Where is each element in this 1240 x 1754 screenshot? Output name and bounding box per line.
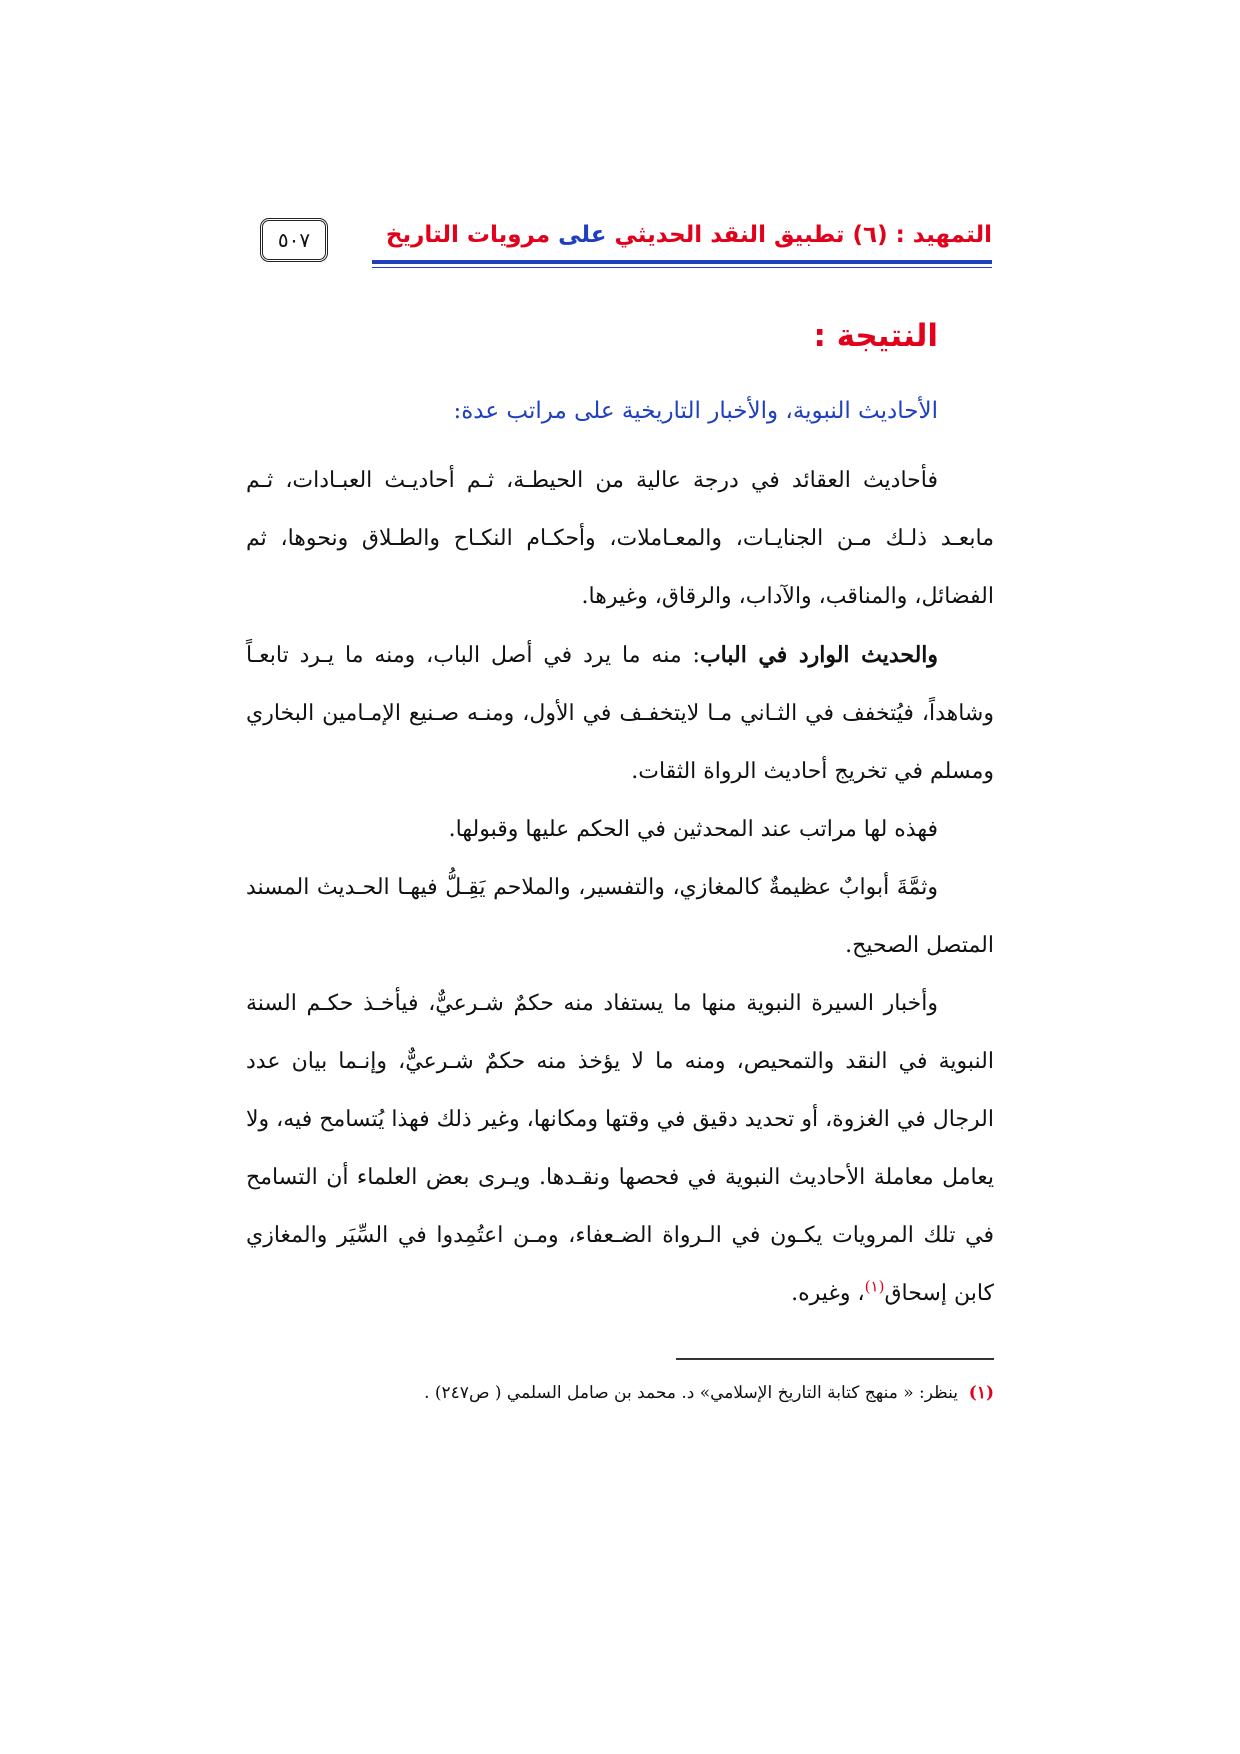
page-number: ٥٠٧: [260, 218, 328, 262]
paragraph-3: فهذه لها مراتب عند المحدثين في الحكم عليها وقبولها.: [448, 817, 938, 842]
paragraph-1: فأحاديث العقائد في درجة عالية من الحيطـة، ثـم أحاديـث العبـادات، ثـم مابعـد ذلـك مـن الجنايـات، والمعـاملات، وأحكـام النكـاح والطـلاق ونحوها، ثم الفضائل، والمناقب، والآداب، والرقاق، وغيرها.: [246, 468, 994, 609]
footnote-number: (١): [968, 1383, 994, 1403]
footnote-separator: [676, 1358, 994, 1360]
paragraph-2: [246, 626, 994, 801]
running-title-part-2: على: [558, 222, 607, 248]
paragraph-4: وثمَّةَ أبوابٌ عظيمةٌ كالمغازي، والتفسير، والملاحم يَقِـلُّ فيهـا الحـديث المسند المتصل الصحيح.: [246, 875, 994, 958]
paragraph-5-text: وأخبار السيرة النبوية منها ما يستفاد منه حكمٌ شـرعيٌّ، فيأخـذ حكـم السنة النبوية في النقد والتمحيص، ومنه ما لا يؤخذ منه حكمٌ شـرعيٌّ، وإنـما بيان عدد الرجال في الغزوة، أو تحديد دقيق في وقتها ومكانها، وغير ذلك فهذا يُتسامح فيه، ولا يعامل معاملة الأحاديث النبوية في فحصها ونقـدها. ويـرى بعض العلماء أن التسامح في تلك المرويات يكـون في الـرواة الضـعفاء، ومـن اعتُمِدوا في السِّيَر والمغازي كابن إسحاق: [246, 991, 994, 1306]
section-heading: النتيجة :: [813, 318, 938, 354]
paragraph-5: [246, 975, 994, 1323]
running-title-part-1: التمهيد : (٦) تطبيق النقد الحديثي: [614, 222, 992, 248]
body-text: [246, 452, 994, 1323]
paragraph-5-end: ، وغيره.: [791, 1281, 865, 1306]
running-title-part-3: مرويات التاريخ: [385, 222, 551, 248]
header-rule-thin: [372, 267, 992, 268]
section-subheading: الأحاديث النبوية، والأخبار التاريخية على مراتب عدة:: [453, 398, 938, 424]
footnote-text: ينظر: « منهج كتابة التاريخ الإسلامي» د. محمد بن صامل السلمي ( ص٢٤٧) .: [424, 1383, 958, 1403]
paragraph-2-lead: والحديث الوارد في الباب: [699, 642, 939, 668]
page-header: [260, 212, 992, 272]
paragraph-2-text: : منه ما يرد في أصل الباب، ومنه ما يـرد تابعـاً وشاهداً، فيُتخفف في الثـاني مـا لايتخفـف في الأول، ومنـه صـنيع الإمـامين البخاري ومسلم في تخريج أحاديث الرواة الثقات.: [246, 643, 994, 784]
header-rule-thick: [372, 260, 992, 264]
footnote-reference[interactable]: (١): [864, 1277, 885, 1296]
running-title: [386, 220, 992, 250]
footnote: [424, 1380, 994, 1406]
